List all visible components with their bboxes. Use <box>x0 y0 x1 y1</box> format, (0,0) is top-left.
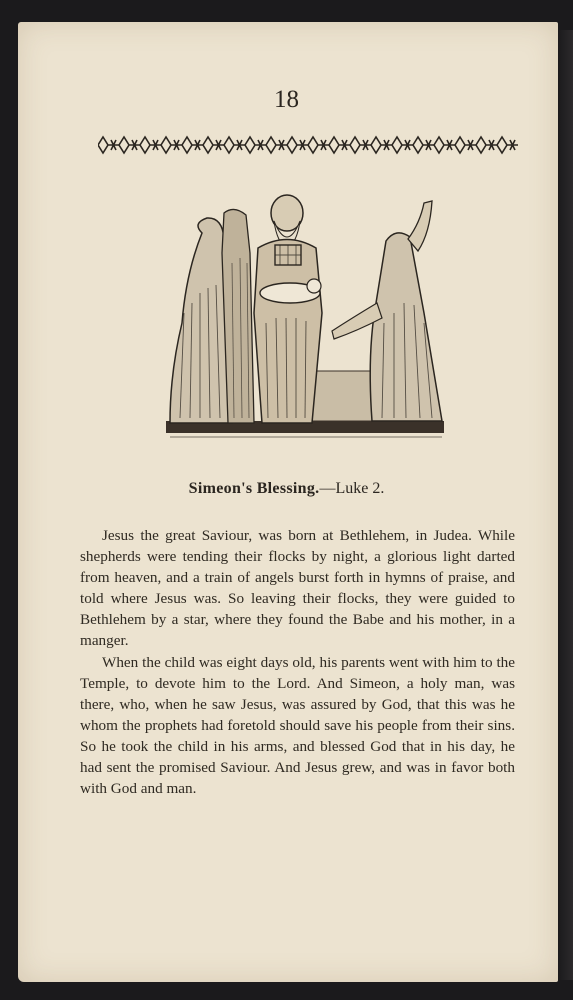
page-number: 18 <box>274 86 299 113</box>
page-edge <box>558 30 573 980</box>
paragraph-1: Jesus the great Saviour, was born at Bethlehem, in Judea. While shepherds were tending their flocks by night, a glorious light darted from heaven, and a train of angels burst forth in hymns of praise, and told where Jesus was. So leaving their flocks, they were guided to Bethlehem by a star, where they found the Babe and his mother, in a manger. <box>80 527 515 649</box>
book-page <box>18 22 558 982</box>
woodcut-illustration-icon <box>162 193 447 441</box>
caption-reference: —Luke 2. <box>319 480 385 497</box>
body-text <box>80 526 515 800</box>
caption-title: Simeon's Blessing. <box>188 480 320 497</box>
paragraph-2: When the child was eight days old, his parents went with him to the Temple, to devote him to the Lord. And Simeon, a holy man, was there, who, when he saw Jesus, was assured by God, that this was he whom the prophets had foretold should save his people from their sins. So he took the child in his arms, and blessed God that in his day, he had sent the promised Saviour. And Jesus grew, and was in favor both with God and man. <box>80 654 515 797</box>
decorative-border-ornament-icon <box>98 134 518 156</box>
illustration-caption <box>0 480 573 498</box>
